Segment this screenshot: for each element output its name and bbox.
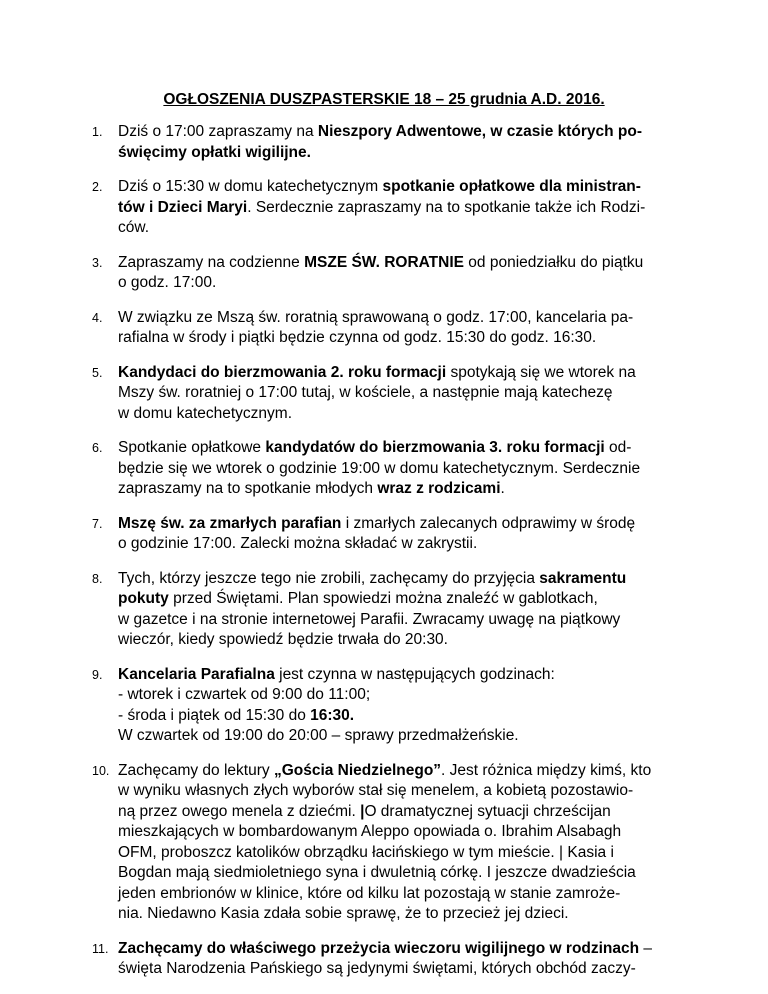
text-run: . <box>500 480 505 497</box>
text-run: . Serdecznie zapraszamy na to spotkanie także ich Rodzi- <box>247 198 646 216</box>
bold-text: | <box>360 802 365 820</box>
text-run: Mszy św. roratniej o 17:00 tutaj, w kościele, a następnie mają katechezę <box>118 384 613 401</box>
item-text-line <box>118 328 688 349</box>
announcement-item <box>92 665 688 747</box>
item-number: 4. <box>92 310 103 325</box>
text-run: spotykają się we wtorek na <box>446 363 636 381</box>
item-text-line <box>118 198 688 219</box>
bold-text: Nieszpory Adwentowe, w czasie których po- <box>317 123 643 140</box>
text-run: w domu katechetycznym. <box>118 404 293 422</box>
text-run: jeden embrionów w klinice, które od kilku lat pozostają w stanie zamroże- <box>118 884 621 902</box>
bold-text: „Gościa Niedzielnego” <box>273 761 442 779</box>
bold-text: Kandydaci do bierzmowania 2. roku formacji <box>118 363 447 381</box>
bold-text: 16:30. <box>310 706 355 724</box>
text-run: W związku ze Mszą św. roratnią sprawowaną o godz. 17:00, kancelaria pa- <box>118 308 634 326</box>
text-run: ców. <box>118 219 150 236</box>
text-run: Dziś o 15:30 w domu katechetycznym <box>118 178 383 195</box>
item-text-line <box>118 959 688 980</box>
announcement-item <box>92 514 688 555</box>
text-run: Tych, którzy jeszcze tego nie zrobili, zachęcamy do przyjęcia <box>118 569 540 587</box>
item-text-line <box>118 939 688 960</box>
announcement-item <box>92 177 688 239</box>
bold-text: Zachęcamy do właściwego przeżycia wieczoru wigilijnego w rodzinach <box>118 939 640 957</box>
item-number: 10. <box>92 763 110 778</box>
text-run: wieczór, kiedy spowiedź będzie trwała do 20:30. <box>118 631 448 648</box>
item-text-line <box>118 665 688 686</box>
item-text-line <box>118 706 688 727</box>
item-text-line <box>118 383 688 404</box>
item-text-line <box>118 122 688 143</box>
item-text-line <box>118 143 688 164</box>
text-run: jest czynna w następujących godzinach: <box>274 665 555 683</box>
announcement-item <box>92 308 688 349</box>
text-run: O dramatycznej sytuacji chrześcijan <box>364 802 611 820</box>
text-run: Bogdan mają siedmioletniego syna i dwuletnią córkę. I jeszcze dwadzieścia <box>118 864 636 881</box>
item-number: 3. <box>92 255 103 270</box>
item-text-line <box>118 610 688 631</box>
text-run: Dziś o 17:00 zapraszamy na <box>118 123 318 140</box>
item-number: 8. <box>92 571 103 586</box>
bold-text: pokuty <box>118 590 169 607</box>
item-number: 11. <box>92 941 109 956</box>
page-title: OGŁOSZENIA DUSZPASTERSKIE 18 – 25 grudnia A.D. 2016. <box>163 91 605 108</box>
text-run: i zmarłych zalecanych odprawimy w środę <box>341 514 636 532</box>
text-run: mieszkających w bombardowanym Aleppo opowiada o. Ibrahim Alsabagh <box>118 823 622 840</box>
item-text-line <box>118 273 688 294</box>
item-number: 6. <box>92 441 103 455</box>
announcement-item <box>92 253 688 294</box>
bold-text: spotkanie opłatkowe dla ministran- <box>382 178 641 195</box>
text-run: ną przez owego menela z dziećmi. <box>118 802 361 820</box>
text-run: zapraszamy na to spotkanie młodych <box>118 480 378 497</box>
announcement-list <box>92 122 688 994</box>
item-text-line <box>118 884 688 905</box>
item-text-line <box>118 514 688 535</box>
text-run: OFM, proboszcz katolików obrządku łacińskiego w tym mieście. | Kasia i <box>118 843 614 861</box>
bold-text: Kancelaria Parafialna <box>118 665 275 683</box>
item-text-line <box>118 404 688 425</box>
text-run: . Jest różnica między kimś, kto <box>441 761 652 779</box>
text-run: - wtorek i czwartek od 9:00 do 11:00; <box>118 686 371 703</box>
announcement-item <box>92 939 688 980</box>
bold-text: sakramentu <box>539 569 627 587</box>
item-text-line <box>118 904 688 925</box>
item-text-line <box>118 177 688 198</box>
item-text-line <box>118 479 688 500</box>
announcement-item <box>92 761 688 925</box>
item-text-line <box>118 569 688 590</box>
item-number: 7. <box>92 516 103 531</box>
item-text-line <box>118 534 688 555</box>
bold-text: wraz z rodzicami <box>377 480 501 497</box>
text-run: od- <box>604 439 632 456</box>
text-run: od poniedziałku do piątku <box>464 253 644 271</box>
text-run: – <box>639 939 653 957</box>
text-run: Zachęcamy do lektury <box>118 761 274 779</box>
item-text-line <box>118 781 688 802</box>
bold-text: MSZE ŚW. RORATNIE <box>304 253 464 271</box>
item-text-line <box>118 630 688 651</box>
text-run: rafialna w środy i piątki będzie czynna od godz. 15:30 do godz. 16:30. <box>118 329 597 346</box>
item-text-line <box>118 589 688 610</box>
text-run: przed Świętami. Plan spowiedzi można znaleźć w gablotkach, <box>168 590 598 607</box>
item-text-line <box>118 685 688 706</box>
announcement-item <box>92 363 688 425</box>
item-number: 1. <box>92 125 103 139</box>
text-run: - środa i piątek od 15:30 do <box>118 706 311 724</box>
announcement-item <box>92 438 688 500</box>
item-text-line <box>118 802 688 823</box>
item-text-line <box>118 253 688 274</box>
item-text-line <box>118 459 688 480</box>
text-run: W czwartek od 19:00 do 20:00 – sprawy przedmałżeńskie. <box>118 727 519 744</box>
text-run: Spotkanie opłatkowe <box>118 439 266 456</box>
item-text-line <box>118 863 688 884</box>
item-number: 5. <box>92 365 103 380</box>
text-run: Zapraszamy na codzienne <box>118 253 305 271</box>
bold-text: Mszę św. za zmarłych parafian <box>118 514 342 532</box>
item-text-line <box>118 843 688 864</box>
bold-text: kandydatów do bierzmowania 3. roku formacji <box>265 439 605 456</box>
item-text-line <box>118 822 688 843</box>
bold-text: tów i Dzieci Maryi <box>118 198 248 216</box>
announcement-item <box>92 569 688 651</box>
item-text-line <box>118 218 688 239</box>
item-text-line <box>118 363 688 384</box>
text-run: nia. Niedawno Kasia zdała sobie sprawę, że to przecież jej dzieci. <box>118 905 569 922</box>
bold-text: święcimy opłatki wigilijne. <box>118 143 311 161</box>
text-run: o godzinie 17:00. Zalecki można składać w zakrystii. <box>118 535 478 552</box>
text-run: o godz. 17:00. <box>118 274 217 291</box>
item-text-line <box>118 438 688 459</box>
item-number: 2. <box>92 180 103 194</box>
text-run: będzie się we wtorek o godzinie 19:00 w domu katechetycznym. Serdecznie <box>118 459 641 477</box>
text-run: święta Narodzenia Pańskiego są jedynymi świętami, których obchód zaczy- <box>118 960 636 977</box>
text-run: w wyniku własnych złych wyborów stał się menelem, a kobietą pozostawio- <box>118 782 634 799</box>
text-run: w gazetce i na stronie internetowej Parafii. Zwracamy uwagę na piątkowy <box>118 610 621 628</box>
item-number: 9. <box>92 667 103 682</box>
item-text-line <box>118 726 688 747</box>
announcement-item <box>92 122 688 163</box>
item-text-line <box>118 761 688 782</box>
item-text-line <box>118 308 688 329</box>
